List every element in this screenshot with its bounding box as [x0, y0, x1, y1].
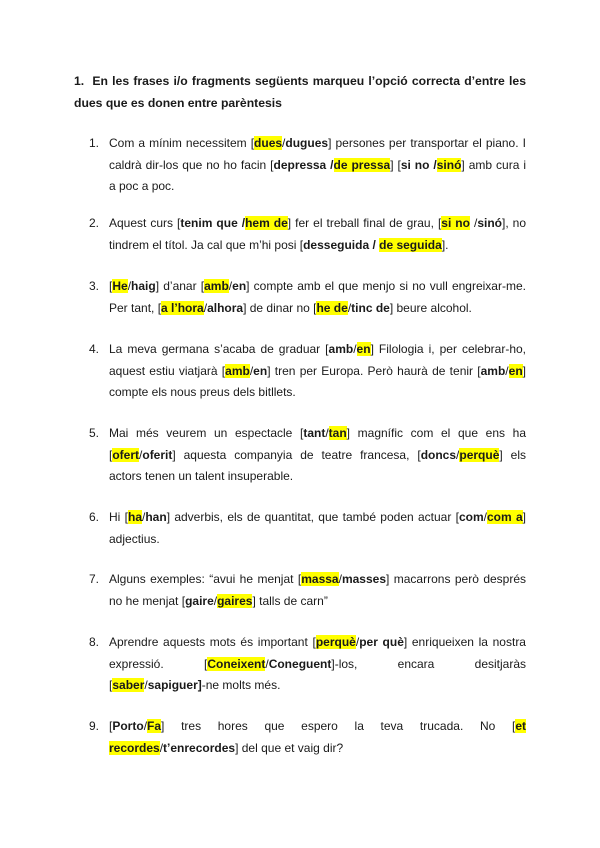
sentence-line [109, 591, 526, 613]
sentence-fragment: -ne molts més. [201, 678, 281, 693]
sentence-fragment: [ [109, 279, 113, 293]
sentence-fragment: / [325, 426, 329, 440]
sentence-text [109, 133, 526, 198]
sentence-line [109, 716, 526, 738]
sentence-line [109, 235, 526, 257]
sentence-fragment: Com a mínim necessitem [ [109, 136, 255, 150]
option: sinó [477, 216, 502, 230]
sentence-fragment: / [469, 216, 478, 230]
sentence-fragment: ] [522, 510, 526, 524]
sentence-fragment: / [139, 447, 143, 462]
sentence-fragment: ] aquesta companyia de teatre francesa, [ [172, 447, 421, 462]
option: tinc de [351, 300, 390, 315]
sentence-number: 6. [89, 510, 100, 524]
sentence-fragment: / [203, 300, 208, 315]
sentence-fragment: / [142, 510, 146, 524]
correct-option: hem de [245, 216, 288, 230]
correct-option: et [515, 719, 526, 733]
sentence-fragment: ], no [502, 216, 527, 230]
sentence-fragment: ] talls de carn” [252, 593, 328, 608]
sentence-fragment: ] macarrons però després [386, 572, 527, 586]
correct-option: en [356, 342, 371, 356]
sentence-fragment: / [143, 719, 148, 733]
option: si no / [400, 157, 437, 172]
sentence-fragment: ] adverbis, els de quantitat, que també poden actuar [ [166, 510, 459, 524]
sentence-fragment: ] persones per transportar el piano. I [328, 136, 526, 150]
correct-option: ha [127, 510, 142, 524]
option: sapiguer] [147, 678, 202, 693]
sentence-fragment: ] del que et vaig dir? [235, 740, 344, 755]
sentence-line [109, 133, 526, 155]
sentence-line [109, 632, 526, 654]
sentence-fragment: ] [522, 363, 526, 378]
sentence-item [89, 632, 526, 697]
sentence-fragment: / [338, 572, 342, 586]
sentence-fragment: / [282, 136, 286, 150]
sentence-fragment: / [127, 279, 132, 293]
sentence-fragment: / [144, 678, 148, 693]
sentence-fragment: [ [109, 447, 113, 462]
sentence-item [89, 213, 526, 256]
sentence-fragment: ] compte amb el que menjo si no vull engreixar-me. [246, 279, 526, 293]
correct-option: de pressa [333, 157, 391, 172]
sentence-line [109, 276, 526, 298]
correct-option: tan [328, 426, 347, 440]
option: t’enrecordes [163, 740, 236, 755]
correct-option: Coneixent [207, 656, 266, 671]
correct-option: amb [204, 279, 229, 293]
sentence-fragment: / [355, 635, 360, 649]
sentence-fragment: ]-los, encara desitjaràs [331, 656, 526, 671]
exercise-heading [74, 70, 526, 114]
correct-option: massa [301, 572, 339, 586]
sentence-fragment: Alguns exemples: “avui he menjat [ [109, 572, 302, 586]
option: oferit [142, 447, 173, 462]
sentence-line [109, 654, 526, 676]
sentence-fragment: Per tant, [ [109, 300, 162, 315]
sentence-fragment: ] els [499, 447, 526, 462]
correct-option: he de [316, 300, 348, 315]
option: haig [131, 279, 156, 293]
option: en [253, 363, 268, 378]
sentence-fragment: La meva germana s’acaba de graduar [ [109, 342, 329, 356]
sentence-fragment: ] [ [390, 157, 401, 172]
sentence-text [109, 276, 526, 319]
sentence-line [109, 445, 526, 467]
correct-option: gaires [217, 593, 253, 608]
option: com [458, 510, 484, 524]
sentence-fragment: actors tenen un talent insuperable. [109, 469, 294, 484]
sentence-text [109, 507, 526, 550]
sentence-fragment: ] amb cura i [461, 157, 526, 172]
sentence-text [109, 569, 526, 612]
sentence-number: 7. [89, 572, 100, 586]
option: en [232, 279, 247, 293]
sentence-line [109, 298, 526, 320]
sentence-fragment: ] de dinar no [ [243, 300, 317, 315]
correct-option: saber [112, 678, 145, 693]
sentence-fragment: [ [109, 678, 113, 693]
sentence-fragment: / [265, 656, 269, 671]
sentence-line [109, 738, 526, 760]
sentence-line [109, 213, 526, 235]
correct-option: en [508, 363, 523, 378]
sentence-text [109, 213, 526, 256]
sentence-fragment: ] magnífic com el que ens ha [346, 426, 526, 440]
sentence-fragment: ] Filologia i, per celebrar-ho, [370, 342, 526, 356]
sentence-item [89, 133, 526, 198]
sentence-item [89, 339, 526, 404]
sentence-number: 5. [89, 426, 100, 440]
correct-option: perquè [315, 635, 356, 649]
sentence-line [109, 466, 526, 488]
correct-option: sinó [436, 157, 462, 172]
sentence-fragment: Aquest curs [ [109, 216, 181, 230]
option: doncs [420, 447, 457, 462]
sentence-number: 9. [89, 719, 100, 733]
sentence-fragment: a poc a poc. [109, 179, 175, 194]
sentence-fragment: / [456, 447, 460, 462]
sentence-fragment: ] beure alcohol. [389, 300, 472, 315]
option: amb [480, 363, 506, 378]
sentence-line [109, 569, 526, 591]
correct-option: Fa [147, 719, 162, 733]
sentence-fragment: aquest estiu viatjarà [ [109, 363, 226, 378]
sentence-text [109, 423, 526, 488]
sentence-line [109, 382, 526, 404]
sentence-fragment: no he menjat [ [109, 593, 186, 608]
correct-option: recordes [109, 740, 160, 755]
correct-option: si no [441, 216, 470, 230]
option: tant [303, 426, 326, 440]
correct-option: He [112, 279, 128, 293]
option: Coneguent [268, 656, 332, 671]
sentence-line [109, 529, 526, 551]
correct-option: a l’hora [161, 300, 204, 315]
sentence-fragment: / [213, 593, 218, 608]
sentence-fragment: / [353, 342, 357, 356]
correct-option: dues [254, 136, 283, 150]
sentence-text [109, 632, 526, 697]
exercise-number: 1. [74, 74, 85, 88]
correct-option: perquè [459, 447, 500, 462]
sentence-text [109, 716, 526, 759]
sentence-number: 3. [89, 279, 100, 293]
sentence-item [89, 507, 526, 550]
sentence-fragment: ] tres hores que espero la teva trucada. No [ [161, 719, 516, 733]
sentence-fragment: caldrà dir-los que no ho facin [ [109, 157, 274, 172]
option: per què [359, 635, 404, 649]
sentence-fragment: Aprendre aquests mots és important [ [109, 635, 316, 649]
sentence-line [109, 361, 526, 383]
sentence-number: 8. [89, 635, 100, 649]
sentence-fragment: adjectius. [109, 531, 160, 546]
option: Porto [112, 719, 144, 733]
sentence-fragment: compte els nous preus dels bitllets. [109, 385, 296, 400]
sentence-fragment: ] enriqueixen la nostra [403, 635, 526, 649]
sentence-fragment: ]. [441, 237, 449, 252]
sentence-number: 4. [89, 342, 100, 356]
sentence-fragment: / [159, 740, 164, 755]
sentence-fragment: / [249, 363, 254, 378]
sentence-fragment: [ [109, 719, 113, 733]
correct-option: ofert [112, 447, 140, 462]
sentence-fragment: expressió. [ [109, 656, 208, 671]
exercise-instruction: En les frases i/o fragments següents marqueu l’opció correcta d’entre les dues que es donen entre parèntesis [74, 74, 526, 110]
sentence-item [89, 716, 526, 759]
sentence-item [89, 569, 526, 612]
sentence-fragment: ] d’anar [ [155, 279, 205, 293]
sentence-fragment: ] tren per Europa. Però haurà de tenir [ [267, 363, 481, 378]
option: gaire [185, 593, 214, 608]
sentence-line [109, 155, 526, 177]
sentence-fragment: / [505, 363, 509, 378]
correct-option: amb [225, 363, 250, 378]
sentence-fragment: / [228, 279, 233, 293]
sentence-item [89, 276, 526, 319]
sentence-line [109, 675, 526, 697]
sentence-fragment: Mai més veurem un espectacle [ [109, 426, 304, 440]
correct-option: de seguida [379, 237, 442, 252]
option: desseguida / [303, 237, 380, 252]
sentence-fragment: / [347, 300, 352, 315]
sentence-text [109, 339, 526, 404]
sentence-fragment: Hi [ [109, 510, 128, 524]
sentence-fragment: tindrem el títol. Ja cal que m’hi posi [ [109, 237, 304, 252]
sentence-line [109, 507, 526, 529]
option: dugues [285, 136, 329, 150]
option: masses [341, 572, 386, 586]
sentence-fragment: ] fer el treball final de grau, [ [287, 216, 442, 230]
sentence-number: 2. [89, 216, 100, 230]
sentence-number: 1. [89, 136, 100, 150]
sentence-line [109, 176, 526, 198]
sentence-fragment: / [483, 510, 487, 524]
option: amb [328, 342, 354, 356]
option: depressa / [273, 157, 334, 172]
option: alhora [207, 300, 244, 315]
sentence-item [89, 423, 526, 488]
option: tenim que / [180, 216, 246, 230]
sentence-line [109, 423, 526, 445]
option: han [145, 510, 167, 524]
sentence-line [109, 339, 526, 361]
correct-option: com a [487, 510, 523, 524]
